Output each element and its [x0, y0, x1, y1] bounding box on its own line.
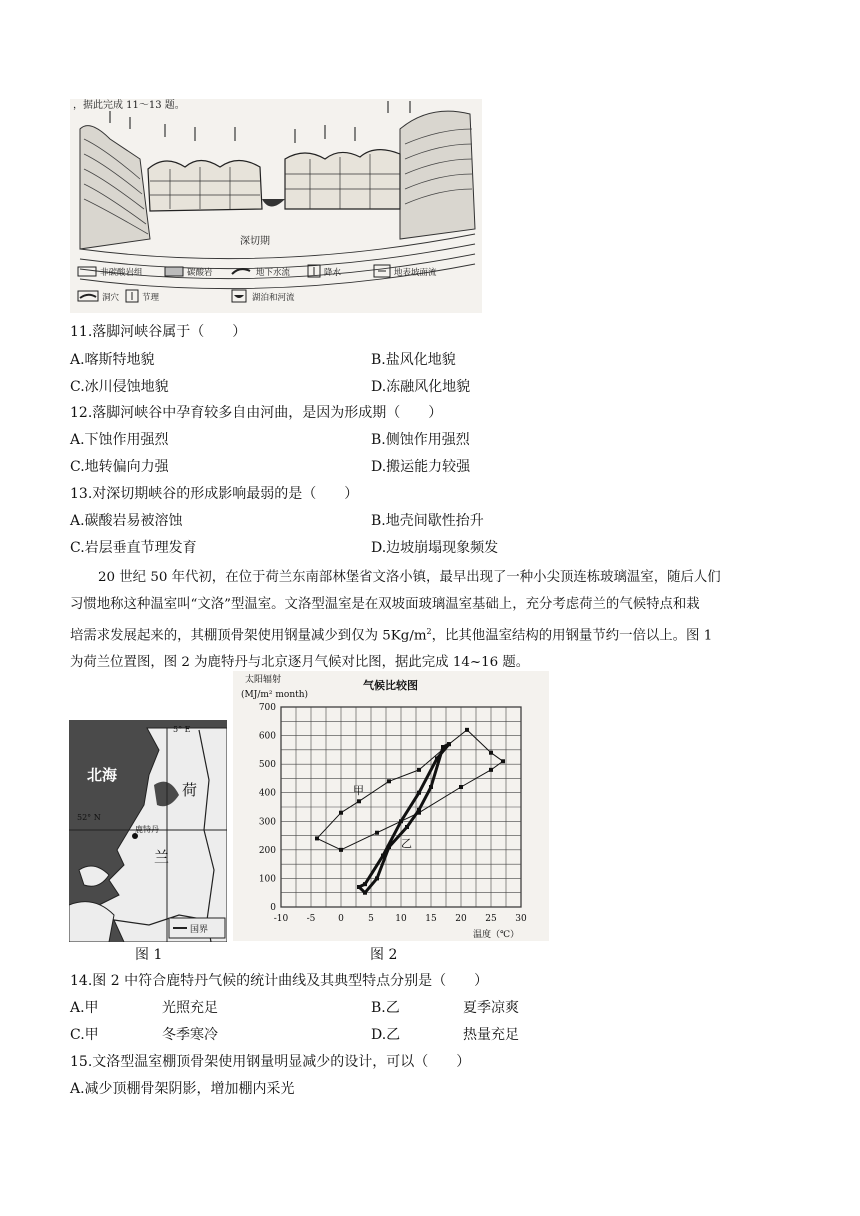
q14-d-text: 热量充足: [463, 1027, 519, 1043]
map-legend-label: 国界: [190, 925, 209, 935]
chart-point: [339, 848, 343, 852]
q15-option-a[interactable]: A.减少顶棚骨架阴影，增加棚内采光: [70, 1081, 295, 1097]
chart-xtick-label: 30: [515, 914, 527, 924]
passage-line-3b: ，比其他温室结构的用钢量节约一倍以上。图 1: [431, 628, 713, 644]
q14-b-letter: B.乙: [371, 1000, 400, 1016]
chart-ytick-label: 600: [258, 731, 276, 742]
chart-ytick-label: 700: [258, 703, 276, 713]
figure2-caption: 图 2: [370, 947, 398, 963]
map-country-char2: 兰: [154, 848, 170, 866]
canyon-stage-label: 深切期: [240, 236, 270, 247]
legend-surface-flow: 地表坡面流: [394, 268, 437, 278]
chart-point: [489, 751, 493, 755]
chart-point: [387, 845, 391, 849]
q11-option-b[interactable]: B.盐风化地貌: [371, 352, 456, 368]
chart-point: [405, 825, 409, 829]
figure1-caption: 图 1: [135, 947, 163, 963]
chart-series-line: [359, 744, 449, 893]
chart-xtick-label: 0: [338, 914, 344, 924]
chart-point: [399, 819, 403, 823]
chart-ticks: [259, 703, 527, 924]
canyon-figure: [70, 99, 482, 313]
chart-xtick-label: 25: [485, 914, 497, 924]
chart-point: [363, 891, 367, 895]
map-sea-label: 北海: [87, 766, 118, 784]
chart-series-label: 乙: [401, 837, 412, 850]
chart-point: [363, 882, 367, 886]
chart-point: [465, 728, 469, 732]
chart-xtick-label: 20: [455, 914, 467, 924]
q12-option-d[interactable]: D.搬运能力较强: [371, 459, 471, 475]
chart-ytick-label: 0: [270, 903, 276, 913]
q12-option-c[interactable]: C.地转偏向力强: [70, 459, 169, 475]
q14-a-text: 光照充足: [162, 1000, 218, 1016]
chart-xtick-label: -10: [273, 914, 289, 924]
q11-option-c[interactable]: C.冰川侵蚀地貌: [70, 379, 169, 395]
passage: [70, 564, 795, 676]
passage-line-4: 为荷兰位置图，图 2 为鹿特丹与北京逐月气候对比图，据此完成 14~16 题。: [70, 655, 530, 671]
chart-point: [417, 791, 421, 795]
q13-stem: 13.对深切期峡谷的形成影响最弱的是（ ）: [70, 486, 359, 502]
map-city-label: 鹿特丹: [135, 825, 159, 834]
q11-option-d[interactable]: D.冻融风化地貌: [371, 379, 471, 395]
q15-stem: 15.文洛型温室棚顶骨架使用钢量明显减少的设计，可以（ ）: [70, 1054, 471, 1070]
chart-point: [501, 759, 505, 763]
netherlands-map: [69, 720, 227, 942]
chart-point: [357, 799, 361, 803]
map-lat-label: 52° N: [77, 813, 101, 822]
chart-ytick-label: 300: [258, 817, 276, 828]
legend-precipitation: 降水: [324, 268, 342, 278]
q11-option-a[interactable]: A.喀斯特地貌: [70, 352, 155, 368]
climate-chart: [233, 671, 549, 941]
legend-lake-river: 湖泊和河流: [252, 293, 295, 303]
chart-xtick-label: 10: [395, 914, 407, 924]
chart-point: [339, 811, 343, 815]
chart-point: [387, 779, 391, 783]
legend-noncarbonate: 非碳酸岩组: [100, 268, 143, 278]
chart-ylabel: 太阳辐射: [245, 675, 282, 685]
q13-option-d[interactable]: D.边坡崩塌现象频发: [371, 540, 499, 556]
chart-series: [315, 728, 505, 895]
canyon-header-text: ，据此完成 11～13 题。: [73, 100, 185, 111]
map-lon-label: 5° E: [173, 725, 191, 734]
legend-groundwater: 地下水流: [256, 268, 291, 278]
q14-option-a[interactable]: [70, 998, 218, 1018]
chart-point: [357, 885, 361, 889]
canyon-diagram: [70, 99, 482, 313]
chart-yunit: (MJ/m² month): [241, 690, 309, 700]
q14-option-c[interactable]: [70, 1025, 218, 1045]
q14-c-letter: C.甲: [70, 1027, 99, 1043]
q12-option-a[interactable]: A.下蚀作用强烈: [70, 432, 169, 448]
chart-point: [441, 745, 445, 749]
q12-stem: 12.落脚河峡谷中孕育较多自由河曲，是因为形成期（ ）: [70, 405, 443, 421]
chart-series-label: 甲: [353, 784, 364, 798]
q14-stem: 14.图 2 中符合鹿特丹气候的统计曲线及其典型特点分别是（ ）: [70, 973, 489, 989]
q14-a-letter: A.甲: [70, 1000, 99, 1016]
chart-point: [429, 785, 433, 789]
map-country-char1: 荷: [182, 781, 198, 799]
passage-superscript: 2: [426, 627, 432, 636]
q13-option-a[interactable]: A.碳酸岩易被溶蚀: [70, 513, 183, 529]
chart-xlabel: 温度（℃）: [473, 930, 520, 940]
legend-joint: 节理: [142, 293, 160, 303]
q14-d-letter: D.乙: [371, 1027, 401, 1043]
chart-point: [375, 831, 379, 835]
chart-series-line: [317, 730, 503, 850]
passage-line-1: 20 世纪 50 年代初，在位于荷兰东南部林堡省文洛小镇，最早出现了一种小尖顶连栋玻璃温室，随后人们: [98, 570, 721, 585]
chart-point: [435, 756, 439, 760]
chart-title: 气候比较图: [363, 679, 418, 692]
q14-c-text: 冬季寒冷: [162, 1027, 218, 1043]
chart-point: [375, 876, 379, 880]
chart-ytick-label: 200: [258, 845, 276, 856]
passage-line-3: [70, 618, 795, 649]
chart-xtick-label: -5: [306, 914, 316, 924]
chart-point: [459, 785, 463, 789]
q12-option-b[interactable]: B.侧蚀作用强烈: [371, 432, 470, 448]
q14-b-text: 夏季凉爽: [463, 1000, 519, 1016]
passage-line-3a: 培需求发展起来的，其棚顶骨架使用钢量减少到仅为 5Kg/m: [70, 628, 427, 644]
chart-ytick-label: 400: [258, 788, 276, 799]
chart-ytick-label: 100: [258, 874, 276, 885]
q13-option-c[interactable]: C.岩层垂直节理发育: [70, 540, 197, 556]
chart-point: [489, 768, 493, 772]
chart-point: [315, 836, 319, 840]
canyon-legend: [78, 265, 437, 303]
chart-point: [447, 742, 451, 746]
passage-line-2: 习惯地称这种温室叫“文洛”型温室。文洛型温室是在双坡面玻璃温室基础上，充分考虑荷兰的气候特点和栽: [70, 597, 700, 612]
q14-option-d[interactable]: [371, 1025, 519, 1045]
q13-option-b[interactable]: B.地壳间歇性抬升: [371, 513, 484, 529]
chart-point: [381, 854, 385, 858]
q14-option-b[interactable]: [371, 998, 519, 1018]
chart-ytick-label: 500: [258, 760, 276, 771]
q11-stem: 11.落脚河峡谷属于（ ）: [70, 324, 247, 340]
chart-point: [417, 808, 421, 812]
legend-carbonate: 碳酸岩: [187, 268, 213, 278]
chart-grid: [281, 707, 521, 907]
legend-cave: 洞穴: [102, 293, 120, 303]
chart-point: [417, 768, 421, 772]
chart-xtick-label: 5: [368, 914, 374, 924]
chart-xtick-label: 15: [425, 914, 437, 924]
